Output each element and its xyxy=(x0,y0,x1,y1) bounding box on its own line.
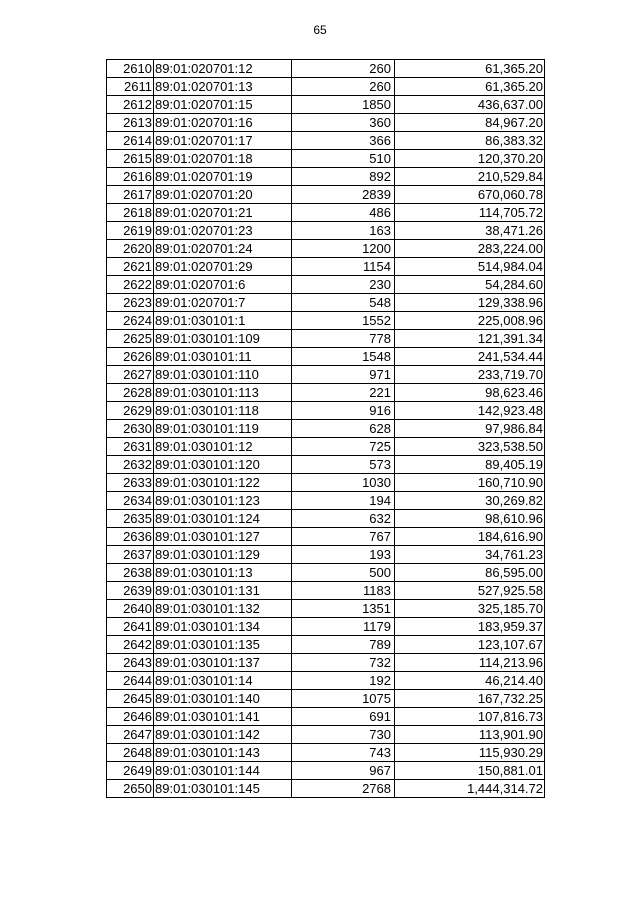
area-cell: 1154 xyxy=(292,258,395,276)
row-number-cell: 2624 xyxy=(107,312,154,330)
area-cell: 730 xyxy=(292,726,395,744)
table-row xyxy=(107,708,545,726)
table-row xyxy=(107,474,545,492)
cadastral-number-cell: 89:01:020701:21 xyxy=(154,204,292,222)
area-cell: 743 xyxy=(292,744,395,762)
row-number-cell: 2630 xyxy=(107,420,154,438)
area-cell: 892 xyxy=(292,168,395,186)
row-number-cell: 2621 xyxy=(107,258,154,276)
cadastral-value-cell: 142,923.48 xyxy=(395,402,545,420)
cadastral-number-cell: 89:01:030101:120 xyxy=(154,456,292,474)
row-number-cell: 2640 xyxy=(107,600,154,618)
area-cell: 1179 xyxy=(292,618,395,636)
table-row xyxy=(107,618,545,636)
cadastral-number-cell: 89:01:030101:118 xyxy=(154,402,292,420)
area-cell: 192 xyxy=(292,672,395,690)
cadastral-value-cell: 210,529.84 xyxy=(395,168,545,186)
table-row xyxy=(107,456,545,474)
cadastral-value-cell: 325,185.70 xyxy=(395,600,545,618)
area-cell: 1030 xyxy=(292,474,395,492)
table-row xyxy=(107,762,545,780)
area-cell: 967 xyxy=(292,762,395,780)
cadastral-number-cell: 89:01:030101:12 xyxy=(154,438,292,456)
area-cell: 1548 xyxy=(292,348,395,366)
cadastral-value-cell: 89,405.19 xyxy=(395,456,545,474)
area-cell: 260 xyxy=(292,60,395,78)
cadastral-value-cell: 61,365.20 xyxy=(395,78,545,96)
area-cell: 1183 xyxy=(292,582,395,600)
cadastral-value-cell: 160,710.90 xyxy=(395,474,545,492)
row-number-cell: 2641 xyxy=(107,618,154,636)
area-cell: 573 xyxy=(292,456,395,474)
row-number-cell: 2649 xyxy=(107,762,154,780)
cadastral-number-cell: 89:01:030101:141 xyxy=(154,708,292,726)
table-row xyxy=(107,222,545,240)
row-number-cell: 2622 xyxy=(107,276,154,294)
row-number-cell: 2611 xyxy=(107,78,154,96)
cadastral-number-cell: 89:01:030101:144 xyxy=(154,762,292,780)
cadastral-number-cell: 89:01:020701:17 xyxy=(154,132,292,150)
table-row xyxy=(107,654,545,672)
table-row xyxy=(107,438,545,456)
row-number-cell: 2643 xyxy=(107,654,154,672)
cadastral-value-cell: 114,705.72 xyxy=(395,204,545,222)
cadastral-value-cell: 54,284.60 xyxy=(395,276,545,294)
table-body xyxy=(107,60,545,798)
cadastral-number-cell: 89:01:020701:20 xyxy=(154,186,292,204)
cadastral-number-cell: 89:01:030101:119 xyxy=(154,420,292,438)
row-number-cell: 2623 xyxy=(107,294,154,312)
area-cell: 732 xyxy=(292,654,395,672)
row-number-cell: 2645 xyxy=(107,690,154,708)
table-row xyxy=(107,672,545,690)
area-cell: 221 xyxy=(292,384,395,402)
area-cell: 1075 xyxy=(292,690,395,708)
area-cell: 194 xyxy=(292,492,395,510)
cadastral-value-cell: 61,365.20 xyxy=(395,60,545,78)
cadastral-number-cell: 89:01:030101:122 xyxy=(154,474,292,492)
area-cell: 1552 xyxy=(292,312,395,330)
table-row xyxy=(107,276,545,294)
row-number-cell: 2639 xyxy=(107,582,154,600)
cadastral-number-cell: 89:01:030101:129 xyxy=(154,546,292,564)
area-cell: 193 xyxy=(292,546,395,564)
row-number-cell: 2615 xyxy=(107,150,154,168)
area-cell: 230 xyxy=(292,276,395,294)
cadastral-number-cell: 89:01:030101:143 xyxy=(154,744,292,762)
row-number-cell: 2617 xyxy=(107,186,154,204)
table-row xyxy=(107,240,545,258)
cadastral-value-cell: 1,444,314.72 xyxy=(395,780,545,798)
cadastral-number-cell: 89:01:020701:12 xyxy=(154,60,292,78)
table-row xyxy=(107,780,545,798)
row-number-cell: 2638 xyxy=(107,564,154,582)
cadastral-value-cell: 98,610.96 xyxy=(395,510,545,528)
table-row xyxy=(107,132,545,150)
table-row xyxy=(107,582,545,600)
row-number-cell: 2628 xyxy=(107,384,154,402)
cadastral-number-cell: 89:01:030101:13 xyxy=(154,564,292,582)
table-row xyxy=(107,690,545,708)
table-row xyxy=(107,744,545,762)
cadastral-value-cell: 123,107.67 xyxy=(395,636,545,654)
cadastral-number-cell: 89:01:020701:7 xyxy=(154,294,292,312)
table-row xyxy=(107,492,545,510)
area-cell: 778 xyxy=(292,330,395,348)
area-cell: 767 xyxy=(292,528,395,546)
row-number-cell: 2633 xyxy=(107,474,154,492)
table-row xyxy=(107,384,545,402)
row-number-cell: 2614 xyxy=(107,132,154,150)
row-number-cell: 2636 xyxy=(107,528,154,546)
area-cell: 1200 xyxy=(292,240,395,258)
cadastral-value-cell: 670,060.78 xyxy=(395,186,545,204)
cadastral-number-cell: 89:01:020701:6 xyxy=(154,276,292,294)
row-number-cell: 2642 xyxy=(107,636,154,654)
area-cell: 486 xyxy=(292,204,395,222)
cadastral-number-cell: 89:01:020701:23 xyxy=(154,222,292,240)
area-cell: 789 xyxy=(292,636,395,654)
area-cell: 632 xyxy=(292,510,395,528)
area-cell: 1850 xyxy=(292,96,395,114)
cadastral-number-cell: 89:01:020701:24 xyxy=(154,240,292,258)
cadastral-value-cell: 184,616.90 xyxy=(395,528,545,546)
table-row xyxy=(107,258,545,276)
row-number-cell: 2616 xyxy=(107,168,154,186)
area-cell: 360 xyxy=(292,114,395,132)
cadastral-value-cell: 34,761.23 xyxy=(395,546,545,564)
table-row xyxy=(107,528,545,546)
table-row xyxy=(107,636,545,654)
area-cell: 628 xyxy=(292,420,395,438)
cadastral-number-cell: 89:01:030101:134 xyxy=(154,618,292,636)
table-row xyxy=(107,600,545,618)
cadastral-number-cell: 89:01:030101:127 xyxy=(154,528,292,546)
cadastral-number-cell: 89:01:020701:29 xyxy=(154,258,292,276)
cadastral-value-cell: 120,370.20 xyxy=(395,150,545,168)
row-number-cell: 2618 xyxy=(107,204,154,222)
area-cell: 163 xyxy=(292,222,395,240)
area-cell: 1351 xyxy=(292,600,395,618)
row-number-cell: 2629 xyxy=(107,402,154,420)
row-number-cell: 2635 xyxy=(107,510,154,528)
area-cell: 510 xyxy=(292,150,395,168)
row-number-cell: 2620 xyxy=(107,240,154,258)
cadastral-value-cell: 97,986.84 xyxy=(395,420,545,438)
area-cell: 2839 xyxy=(292,186,395,204)
row-number-cell: 2650 xyxy=(107,780,154,798)
cadastral-number-cell: 89:01:020701:15 xyxy=(154,96,292,114)
table-row xyxy=(107,726,545,744)
row-number-cell: 2626 xyxy=(107,348,154,366)
table-row xyxy=(107,96,545,114)
cadastral-value-cell: 514,984.04 xyxy=(395,258,545,276)
cadastral-number-cell: 89:01:020701:19 xyxy=(154,168,292,186)
table-row xyxy=(107,294,545,312)
cadastral-value-cell: 115,930.29 xyxy=(395,744,545,762)
area-cell: 916 xyxy=(292,402,395,420)
cadastral-value-cell: 183,959.37 xyxy=(395,618,545,636)
cadastral-value-cell: 46,214.40 xyxy=(395,672,545,690)
table-row xyxy=(107,420,545,438)
row-number-cell: 2619 xyxy=(107,222,154,240)
cadastral-number-cell: 89:01:030101:14 xyxy=(154,672,292,690)
cadastral-number-cell: 89:01:020701:13 xyxy=(154,78,292,96)
cadastral-number-cell: 89:01:030101:113 xyxy=(154,384,292,402)
row-number-cell: 2632 xyxy=(107,456,154,474)
area-cell: 725 xyxy=(292,438,395,456)
area-cell: 971 xyxy=(292,366,395,384)
cadastral-number-cell: 89:01:030101:109 xyxy=(154,330,292,348)
cadastral-value-cell: 283,224.00 xyxy=(395,240,545,258)
cadastral-value-cell: 323,538.50 xyxy=(395,438,545,456)
row-number-cell: 2631 xyxy=(107,438,154,456)
cadastral-number-cell: 89:01:020701:18 xyxy=(154,150,292,168)
cadastral-number-cell: 89:01:030101:135 xyxy=(154,636,292,654)
table-row xyxy=(107,150,545,168)
table-row xyxy=(107,60,545,78)
row-number-cell: 2647 xyxy=(107,726,154,744)
table-row xyxy=(107,510,545,528)
cadastral-value-cell: 129,338.96 xyxy=(395,294,545,312)
area-cell: 548 xyxy=(292,294,395,312)
table-row xyxy=(107,564,545,582)
cadastral-number-cell: 89:01:020701:16 xyxy=(154,114,292,132)
table-row xyxy=(107,402,545,420)
area-cell: 260 xyxy=(292,78,395,96)
cadastral-value-cell: 121,391.34 xyxy=(395,330,545,348)
cadastral-number-cell: 89:01:030101:131 xyxy=(154,582,292,600)
table-row xyxy=(107,366,545,384)
cadastral-number-cell: 89:01:030101:137 xyxy=(154,654,292,672)
cadastral-value-cell: 107,816.73 xyxy=(395,708,545,726)
cadastral-value-table xyxy=(106,59,545,798)
table-row xyxy=(107,114,545,132)
row-number-cell: 2613 xyxy=(107,114,154,132)
row-number-cell: 2648 xyxy=(107,744,154,762)
cadastral-number-cell: 89:01:030101:124 xyxy=(154,510,292,528)
cadastral-value-cell: 241,534.44 xyxy=(395,348,545,366)
cadastral-value-cell: 98,623.46 xyxy=(395,384,545,402)
cadastral-number-cell: 89:01:030101:11 xyxy=(154,348,292,366)
cadastral-number-cell: 89:01:030101:132 xyxy=(154,600,292,618)
row-number-cell: 2646 xyxy=(107,708,154,726)
cadastral-value-cell: 167,732.25 xyxy=(395,690,545,708)
page-number: 65 xyxy=(313,23,327,37)
cadastral-number-cell: 89:01:030101:123 xyxy=(154,492,292,510)
area-cell: 691 xyxy=(292,708,395,726)
cadastral-value-cell: 38,471.26 xyxy=(395,222,545,240)
row-number-cell: 2634 xyxy=(107,492,154,510)
row-number-cell: 2625 xyxy=(107,330,154,348)
cadastral-number-cell: 89:01:030101:1 xyxy=(154,312,292,330)
area-cell: 2768 xyxy=(292,780,395,798)
table-row xyxy=(107,348,545,366)
cadastral-number-cell: 89:01:030101:110 xyxy=(154,366,292,384)
cadastral-number-cell: 89:01:030101:140 xyxy=(154,690,292,708)
area-cell: 366 xyxy=(292,132,395,150)
table-row xyxy=(107,168,545,186)
table-row xyxy=(107,204,545,222)
cadastral-value-cell: 436,637.00 xyxy=(395,96,545,114)
table-row xyxy=(107,78,545,96)
cadastral-value-cell: 84,967.20 xyxy=(395,114,545,132)
cadastral-value-cell: 527,925.58 xyxy=(395,582,545,600)
row-number-cell: 2644 xyxy=(107,672,154,690)
cadastral-value-cell: 233,719.70 xyxy=(395,366,545,384)
table-row xyxy=(107,186,545,204)
cadastral-value-cell: 86,595.00 xyxy=(395,564,545,582)
row-number-cell: 2610 xyxy=(107,60,154,78)
cadastral-number-cell: 89:01:030101:142 xyxy=(154,726,292,744)
area-cell: 500 xyxy=(292,564,395,582)
cadastral-value-cell: 150,881.01 xyxy=(395,762,545,780)
cadastral-value-cell: 114,213.96 xyxy=(395,654,545,672)
cadastral-number-cell: 89:01:030101:145 xyxy=(154,780,292,798)
table-row xyxy=(107,312,545,330)
row-number-cell: 2637 xyxy=(107,546,154,564)
row-number-cell: 2612 xyxy=(107,96,154,114)
row-number-cell: 2627 xyxy=(107,366,154,384)
cadastral-value-cell: 225,008.96 xyxy=(395,312,545,330)
cadastral-value-cell: 30,269.82 xyxy=(395,492,545,510)
cadastral-value-cell: 113,901.90 xyxy=(395,726,545,744)
cadastral-value-cell: 86,383.32 xyxy=(395,132,545,150)
table-row xyxy=(107,546,545,564)
table-row xyxy=(107,330,545,348)
